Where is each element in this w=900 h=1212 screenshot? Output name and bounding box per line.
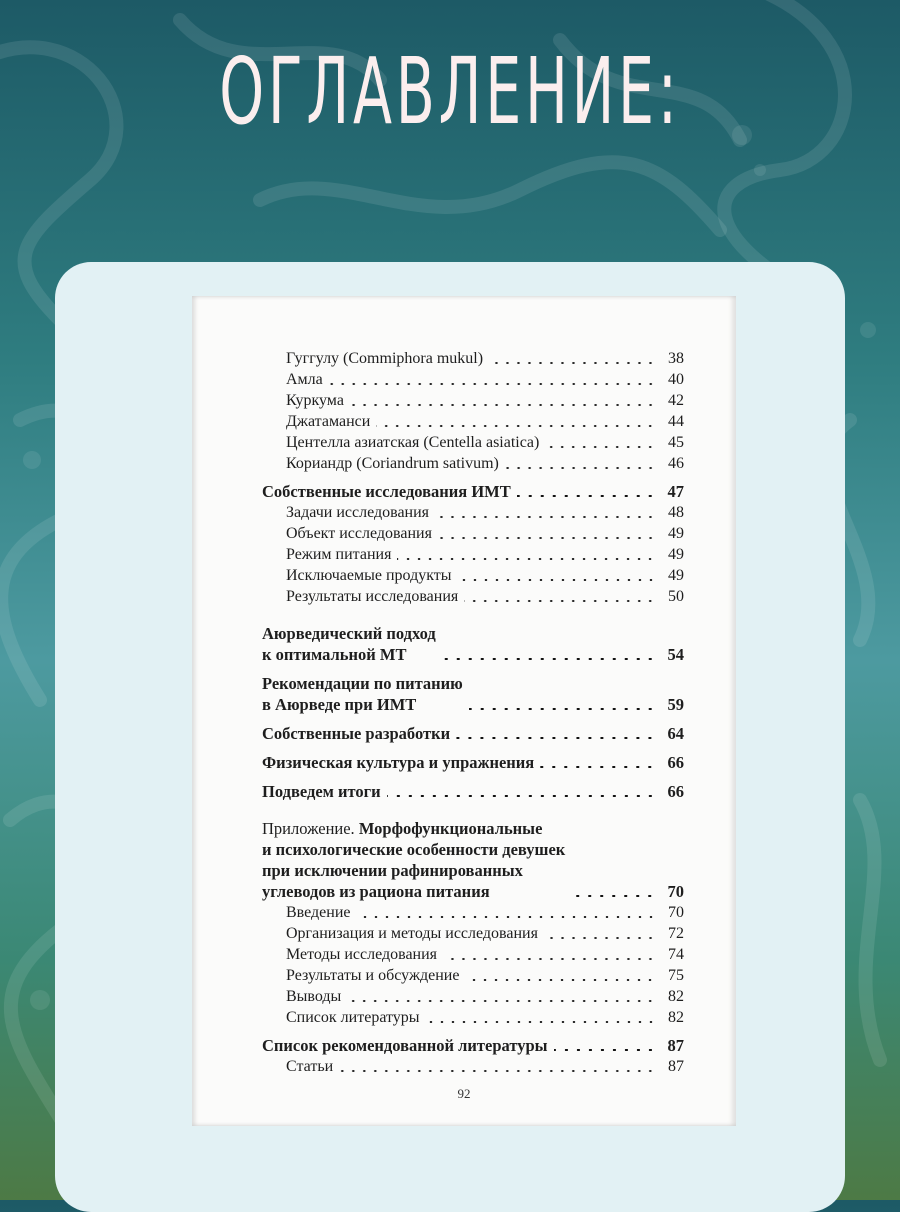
toc-entry-page: 49 — [668, 567, 684, 584]
page-number: 92 — [457, 1086, 471, 1101]
toc-entry-label: Центелла азиатская (Centella asiatica) — [286, 434, 540, 451]
toc-entry — [262, 902, 684, 923]
table-of-contents — [262, 348, 684, 1077]
toc-entry-page: 50 — [668, 588, 684, 605]
toc-entry-label: Аюрведический подход к оптимальной МТ — [262, 624, 436, 664]
toc-entry-label: Джатаманси — [286, 413, 371, 430]
toc-entry — [262, 502, 684, 523]
toc-entry-physical-culture — [262, 752, 684, 773]
toc-entry — [262, 986, 684, 1007]
toc-entry — [262, 586, 684, 607]
toc-entry-page: 74 — [668, 946, 684, 963]
toc-entry-label: Объект исследования — [286, 525, 432, 542]
toc-entry-page: 66 — [667, 782, 684, 801]
toc-entry-summary — [262, 781, 684, 802]
dot-leader — [458, 579, 656, 581]
toc-group-articles — [262, 1056, 684, 1077]
toc-entry-label: Результаты исследования — [286, 588, 459, 605]
toc-entry — [262, 411, 684, 432]
appendix-title: Морфофункциональные и психологические особенности девушек при исключении рафинированных углеводов из рациона питания — [262, 819, 566, 901]
toc-entry-label: Список литературы — [286, 1009, 420, 1026]
banner-title: ОГЛАВЛЕНИЕ: — [219, 38, 681, 145]
dot-leader — [464, 600, 656, 602]
toc-entry-appendix — [262, 818, 684, 902]
toc-entry-own-developments — [262, 723, 684, 744]
toc-entry-page: 45 — [668, 434, 684, 451]
dot-leader — [554, 1049, 656, 1051]
toc-entry — [262, 453, 684, 474]
toc-entry-label: Результаты и обсуждение — [286, 967, 460, 984]
toc-entry-page: 82 — [668, 988, 684, 1005]
toc-entry-page: 38 — [668, 350, 684, 367]
dot-leader — [544, 937, 656, 939]
dot-leader — [329, 383, 656, 385]
toc-entry-label: Физическая культура и упражнения — [262, 753, 535, 772]
toc-entry-own-research — [262, 481, 684, 502]
dot-leader — [357, 916, 657, 918]
toc-entry — [262, 944, 684, 965]
dot-leader — [350, 404, 656, 406]
toc-entry-ayurvedic-approach — [262, 623, 684, 665]
toc-entry-page: 42 — [668, 392, 684, 409]
dot-leader — [571, 895, 656, 897]
toc-entry-label: Гуггулу (Commiphora mukul) — [286, 350, 484, 367]
toc-entry-page: 47 — [667, 482, 684, 501]
toc-entry-label: Рекомендации по питанию в Аюрведе при ИМТ — [262, 674, 463, 714]
toc-entry-label: Собственные исследования ИМТ — [262, 482, 511, 501]
toc-entry-page: 82 — [668, 1009, 684, 1026]
toc-group-herbs — [262, 348, 684, 474]
toc-entry — [262, 369, 684, 390]
toc-entry-label: Методы исследования — [286, 946, 438, 963]
toc-entry — [262, 390, 684, 411]
toc-entry — [262, 965, 684, 986]
toc-entry — [262, 348, 684, 369]
dot-leader — [442, 658, 656, 660]
toc-entry-label: Режим питания — [286, 546, 392, 563]
toc-group-research — [262, 502, 684, 607]
toc-entry — [262, 923, 684, 944]
toc-entry — [262, 1056, 684, 1077]
toc-entry-label: Подведем итоги — [262, 782, 381, 801]
toc-entry-page: 48 — [668, 504, 684, 521]
dot-leader — [435, 516, 656, 518]
dot-leader — [465, 979, 656, 981]
dot-leader — [545, 446, 656, 448]
toc-entry-page: 54 — [667, 645, 684, 664]
dot-leader — [469, 708, 656, 710]
toc-entry-page: 44 — [668, 413, 684, 430]
toc-group-appendix — [262, 902, 684, 1028]
toc-entry-page: 70 — [667, 882, 684, 901]
dot-leader — [489, 362, 656, 364]
toc-entry-label: Список рекомендованной литературы — [262, 1036, 548, 1055]
toc-entry-label: Статьи — [286, 1058, 334, 1075]
toc-entry-label: Введение — [286, 904, 351, 921]
dot-leader — [517, 495, 656, 497]
dot-leader — [505, 467, 656, 469]
toc-entry-label: Исключаемые продукты — [286, 567, 452, 584]
dot-leader — [387, 795, 656, 797]
toc-entry-label: Кориандр (Coriandrum sativum) — [286, 455, 499, 472]
toc-entry-label — [262, 818, 565, 902]
toc-entry-page: 87 — [667, 1036, 684, 1055]
appendix-prefix: Приложение. — [262, 819, 359, 838]
toc-entry-page: 70 — [668, 904, 684, 921]
toc-entry-page: 72 — [668, 925, 684, 942]
dot-leader — [397, 558, 656, 560]
dot-leader — [347, 1000, 656, 1002]
dot-leader — [339, 1070, 656, 1072]
book-page — [192, 296, 736, 1126]
toc-entry — [262, 432, 684, 453]
toc-entry-label: Задачи исследования — [286, 504, 430, 521]
toc-entry-page: 40 — [668, 371, 684, 388]
toc-entry-label: Собственные разработки — [262, 724, 451, 743]
toc-entry — [262, 565, 684, 586]
toc-entry-page: 66 — [667, 753, 684, 772]
toc-entry-label: Выводы — [286, 988, 342, 1005]
toc-entry — [262, 544, 684, 565]
dot-leader — [443, 958, 656, 960]
toc-entry-page: 49 — [668, 525, 684, 542]
toc-entry-page: 64 — [667, 724, 684, 743]
toc-entry-page: 87 — [668, 1058, 684, 1075]
toc-entry-label: Амла — [286, 371, 323, 388]
dot-leader — [376, 425, 656, 427]
toc-entry — [262, 523, 684, 544]
dot-leader — [426, 1021, 656, 1023]
toc-entry-recommended-literature — [262, 1035, 684, 1056]
dot-leader — [456, 737, 656, 739]
toc-entry-page: 59 — [667, 695, 684, 714]
toc-entry-label: Куркума — [286, 392, 344, 409]
toc-entry — [262, 1007, 684, 1028]
toc-entry-page: 75 — [668, 967, 684, 984]
dot-leader — [540, 766, 656, 768]
toc-entry-page: 46 — [668, 455, 684, 472]
toc-entry-nutrition-recommendations — [262, 673, 684, 715]
dot-leader — [438, 537, 656, 539]
toc-entry-label: Организация и методы исследования — [286, 925, 538, 942]
toc-entry-page: 49 — [668, 546, 684, 563]
